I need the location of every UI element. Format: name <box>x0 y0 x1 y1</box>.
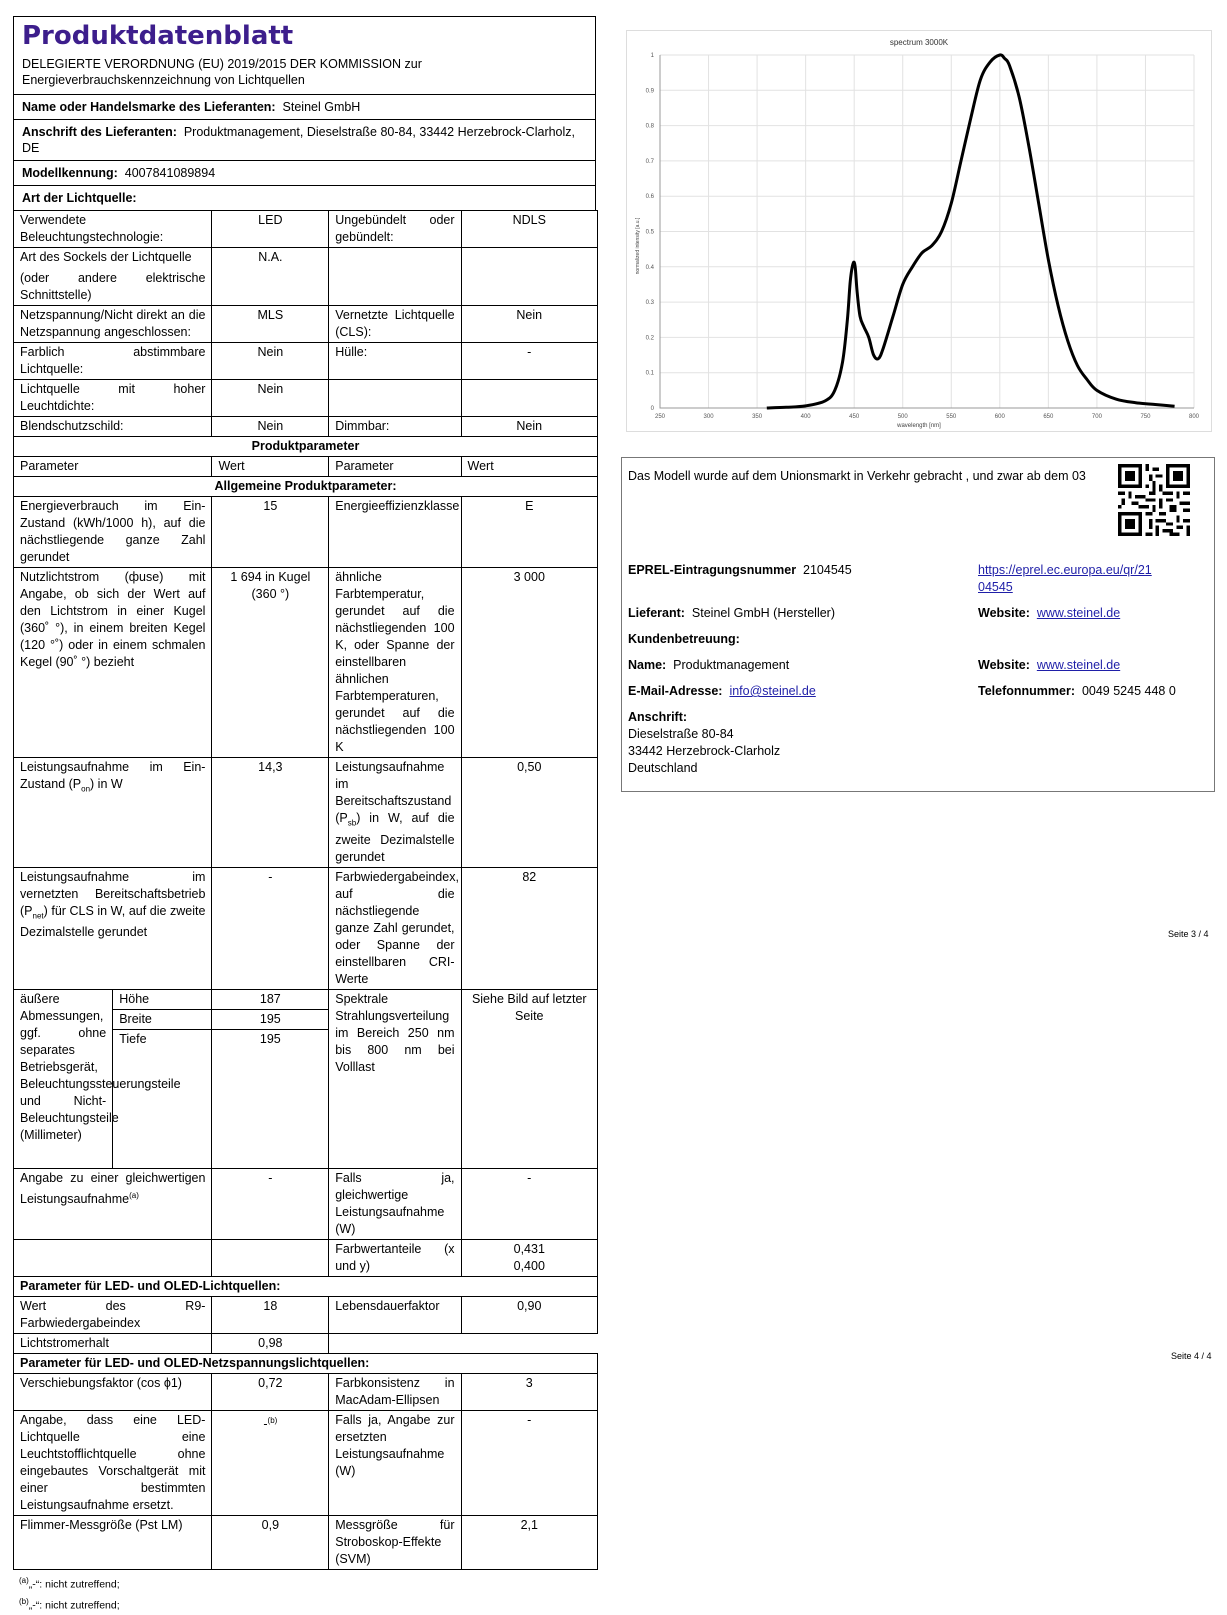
table-row <box>14 1515 598 1569</box>
flux-label: Nutzlichtstrom (фuse) mit Angabe, ob sich der Wert auf den Lichtstrom in einer Kugel (360˚ °), in einem breiten Kegel (120 °˚) oder in einem schmalen Kegel (90˚ °) bezieht <box>14 568 212 758</box>
contact-name-row <box>628 657 789 674</box>
depth-value: 195 <box>212 1029 329 1168</box>
eec-value: E <box>461 497 597 568</box>
service-label: Kundenbetreuung: <box>628 632 740 646</box>
x-tick-label: 650 <box>1043 414 1054 420</box>
phone-row <box>978 683 1176 700</box>
replacement2-label: Falls ja, Angabe zur ersetzten Leistungsaufnahme (W) <box>329 1410 461 1515</box>
flicker-value: 0,9 <box>212 1515 329 1569</box>
page-title: Produktdatenblatt <box>22 21 294 51</box>
label-sub: on <box>81 784 91 794</box>
chroma-y: 0,400 <box>513 1258 545 1273</box>
cct-label: ähnliche Farbtemperatur, gerundet auf die nächstliegenden 100 K, oder Spanne der einstellbaren ähnlichen Farbtemperaturen, gerundet auf die nächstliegenden 100 K <box>329 568 461 758</box>
mains-label: Netzspannung/Nicht direkt an die Netzspannung angeschlossen: <box>14 306 212 343</box>
address-line: Dieselstraße 80-84 <box>628 727 734 741</box>
energy-value: 15 <box>212 497 329 568</box>
supplier-value: Steinel GmbH (Hersteller) <box>691 606 835 620</box>
email-row <box>628 683 816 700</box>
survival-label: Lebensdauerfaktor <box>329 1296 461 1333</box>
survival-value: 0,90 <box>461 1296 597 1333</box>
eprel-value: 2104545 <box>803 563 852 577</box>
section-title: Produktparameter <box>14 437 598 457</box>
supplier-label: Lieferant: <box>628 606 685 620</box>
name-value: Produktmanagement <box>673 658 790 672</box>
pon-value: 14,3 <box>212 758 329 868</box>
x-tick-label: 250 <box>654 414 666 420</box>
x-tick-label: 600 <box>994 414 1005 420</box>
label-text: Leistungsaufnahme im vernetzten Bereitschaftsbetrieb (P <box>20 869 206 918</box>
cls-value: Nein <box>461 306 597 343</box>
table-row <box>14 477 598 497</box>
x-axis-label: wavelength [nm] <box>897 423 941 429</box>
x-tick-label: 750 <box>1140 414 1151 420</box>
tech-value: LED <box>212 211 329 248</box>
y-tick-label: 0.5 <box>645 229 654 236</box>
equiv-label <box>14 1168 212 1239</box>
y-tick-label: 0.7 <box>645 158 654 165</box>
replacement-value <box>212 1410 329 1515</box>
address-label: Anschrift: <box>628 710 688 724</box>
table-row <box>14 211 598 248</box>
table-row <box>14 1276 598 1296</box>
table-row <box>14 248 598 306</box>
high-luminance-label: Lichtquelle mit hoher Leuchtdichte: <box>14 380 212 417</box>
light-source-type-label: Art der Lichtquelle: <box>22 191 137 205</box>
label-text: ) in W, auf die zweite Dezimalstelle gerundet <box>335 811 455 864</box>
eprel-link[interactable] <box>978 562 1152 596</box>
footnote-ref: (b) <box>267 1415 278 1425</box>
address-line: Deutschland <box>628 761 698 775</box>
supplier-address-value: Produktmanagement, Dieselstraße 80-84, 33442 Herzebrock-Clarholz, DE <box>22 125 576 155</box>
svm-label: Messgröße für Stroboskop-Effekte (SVM) <box>329 1515 461 1569</box>
table-row <box>14 380 598 417</box>
cct-value: 3 000 <box>461 568 597 758</box>
y-tick-label: 0.9 <box>645 88 654 95</box>
displacement-value: 0,72 <box>212 1373 329 1410</box>
footnote-mark: (b) <box>19 1597 29 1606</box>
anti-glare-label: Blendschutzschild: <box>14 417 212 437</box>
y-axis-label: normalized intensity [a.u.] <box>635 217 641 275</box>
energy-label: Energieverbrauch im Ein-Zustand (kWh/1000 h), auf die nächstliegende ganze Zahl gerundet <box>14 497 212 568</box>
subtitle-line: DELEGIERTE VERORDNUNG (EU) 2019/2015 DER KOMMISSION zur <box>22 57 422 71</box>
y-tick-label: 0.8 <box>645 123 654 130</box>
x-tick-label: 300 <box>703 414 714 420</box>
cri-label: Farbwiedergabeindex, auf die nächstliegende ganze Zahl gerundet, oder Spanne der einstellbaren CRI-Werte <box>329 867 461 989</box>
page-number: Seite 3 / 4 <box>1168 929 1209 939</box>
y-tick-label: 1 <box>650 53 654 59</box>
spectrum-chart <box>626 30 1212 432</box>
pon-label <box>14 758 212 868</box>
y-tick-label: 0.3 <box>645 300 654 307</box>
chart-grid <box>660 55 1194 408</box>
empty-cell <box>329 380 461 417</box>
website2-row <box>978 657 1120 674</box>
model-row <box>14 160 595 185</box>
email-label: E-Mail-Adresse: <box>628 684 723 698</box>
supplier-name-label: Name oder Handelsmarke des Lieferanten: <box>22 100 276 114</box>
depth-label: Tiefe <box>113 1029 212 1168</box>
consistency-label: Farbkonsistenz in MacAdam-Ellipsen <box>329 1373 461 1410</box>
table-row <box>14 1410 598 1515</box>
tunable-value: Nein <box>212 343 329 380</box>
envelope-label: Hülle: <box>329 343 461 380</box>
tech-label: Verwendete Beleuchtungstechnologie: <box>14 211 212 248</box>
replacement2-value: - <box>461 1410 597 1515</box>
customer-service-label <box>628 631 740 648</box>
column-header: Parameter <box>329 457 461 477</box>
y-tick-label: 0.1 <box>645 370 654 377</box>
maintenance-label: Lichtstromerhalt <box>14 1333 212 1353</box>
y-tick-label: 0.2 <box>645 335 654 342</box>
footnote-ref: (a) <box>129 1190 139 1200</box>
eec-label: Energieeffizienzklasse <box>329 497 461 568</box>
footnote-a <box>19 1572 596 1594</box>
supplier-name-row <box>14 94 595 119</box>
sheet-header <box>13 16 596 210</box>
directional-value: NDLS <box>461 211 597 248</box>
eprel-row <box>628 562 852 579</box>
cap-label-cell <box>14 248 212 306</box>
email-link[interactable]: info@steinel.de <box>729 684 816 698</box>
column-header: Parameter <box>14 457 212 477</box>
psb-label <box>329 758 461 868</box>
table-row <box>14 1239 598 1276</box>
footnote-mark: (a) <box>19 1575 29 1585</box>
chroma-label: Farbwertanteile (x und y) <box>329 1239 461 1276</box>
table-row <box>14 1168 598 1239</box>
x-tick-label: 500 <box>897 414 908 420</box>
footnotes <box>13 1572 596 1615</box>
label-text: Leistungsaufnahme im Ein-Zustand (P <box>20 760 206 791</box>
phone-value: 0049 5245 448 0 <box>1081 684 1176 698</box>
table-row <box>14 1333 598 1353</box>
chart-title: spectrum 3000K <box>889 38 949 47</box>
label-text: Leistungsaufnahme im Bereitschaftszustand (P <box>335 760 452 825</box>
displacement-label: Verschiebungsfaktor (cos ϕ1) <box>14 1373 212 1410</box>
model-value: 4007841089894 <box>124 166 216 180</box>
section-title: Parameter für LED- und OLED-Netzspannungslichtquellen: <box>14 1353 598 1373</box>
x-tick-label: 550 <box>946 414 957 420</box>
spd-label: Spektrale Strahlungsverteilung im Bereich 250 nm bis 800 nm bei Volllast <box>329 989 461 1168</box>
height-value: 187 <box>212 989 329 1009</box>
directional-label: Ungebündelt oder gebündelt: <box>329 211 461 248</box>
supplier-info-box <box>621 457 1215 792</box>
pnet-value: - <box>212 867 329 989</box>
x-tick-label: 400 <box>800 414 811 420</box>
section-title: Allgemeine Produktparameter: <box>14 477 598 497</box>
name-label: Name: <box>628 658 667 672</box>
empty-cell <box>212 1239 329 1276</box>
label-text: Angabe zu einer gleichwertigen Leistungsaufnahme <box>20 1170 206 1206</box>
eprel-link-line[interactable]: https://eprel.ec.europa.eu/qr/21 <box>978 563 1152 577</box>
supplier-row <box>628 605 835 622</box>
x-tick-label: 350 <box>752 414 763 420</box>
label-sub: sb <box>347 818 357 828</box>
chroma-value <box>461 1239 597 1276</box>
regulation-subtitle <box>14 54 595 94</box>
label-text: ) in W <box>90 777 123 791</box>
column-header: Wert <box>212 457 329 477</box>
x-tick-label: 450 <box>849 414 860 420</box>
cap-label: Art des Sockels der Lichtquelle <box>20 250 192 264</box>
table-row <box>14 568 598 758</box>
subtitle-line: Energieverbrauchskennzeichnung von Lichtquellen <box>22 73 305 87</box>
equiv-value: - <box>212 1168 329 1239</box>
page-number: Seite 4 / 4 <box>1171 1351 1212 1361</box>
table-row <box>14 1373 598 1410</box>
svm-value: 2,1 <box>461 1515 597 1569</box>
address-line: 33442 Herzebrock-Clarholz <box>628 744 781 758</box>
equiv2-label: Falls ja, gleichwertige Leistungsaufnahme (W) <box>329 1168 461 1239</box>
dimensions-label: äußere Abmessungen, ggf. ohne separates Betriebsgerät, Beleuchtungssteuerungsteile und Nicht-Beleuchtungsteile (Millimeter) <box>14 989 113 1168</box>
qr-code-icon[interactable] <box>1118 464 1190 536</box>
model-label: Modellkennung: <box>22 166 118 180</box>
table-row <box>14 306 598 343</box>
website-label: Website: <box>978 606 1030 620</box>
psb-value: 0,50 <box>461 758 597 868</box>
replacement-label: Angabe, dass eine LED-Lichtquelle eine Leuchtstofflichtquelle ohne eingebautes Vorschaltgerät mit einer bestimmten Leistungsaufnahme ersetzt. <box>14 1410 212 1515</box>
envelope-value: - <box>461 343 597 380</box>
y-tick-label: 0.4 <box>645 264 654 271</box>
section-title: Parameter für LED- und OLED-Lichtquellen: <box>14 1276 598 1296</box>
website-link[interactable]: www.steinel.de <box>1036 606 1121 620</box>
equiv2-value: - <box>461 1168 597 1239</box>
high-luminance-value: Nein <box>212 380 329 417</box>
height-label: Höhe <box>113 989 212 1009</box>
supplier-address-row <box>14 119 595 160</box>
spectrum-chart-svg <box>627 31 1211 431</box>
cap-label-2: (oder andere elektrische Schnittstelle) <box>20 271 206 302</box>
address-block <box>628 709 780 777</box>
table-row <box>14 497 598 568</box>
cls-label: Vernetzte Lichtquelle (CLS): <box>329 306 461 343</box>
footnote-b <box>19 1593 596 1615</box>
empty-cell <box>14 1239 212 1276</box>
x-tick-label: 700 <box>1091 414 1102 420</box>
cri-value: 82 <box>461 867 597 989</box>
eprel-link-line[interactable]: 04545 <box>978 580 1013 594</box>
table-row <box>14 1353 598 1373</box>
dimmable-label: Dimmbar: <box>329 417 461 437</box>
y-tick-label: 0 <box>650 406 654 412</box>
mains-value: MLS <box>212 306 329 343</box>
light-source-type-row <box>14 185 595 210</box>
table-row <box>14 343 598 380</box>
cap-value: N.A. <box>212 248 329 306</box>
empty-cell <box>461 248 597 306</box>
flux-value: 1 694 in Kugel (360 °) <box>212 568 329 758</box>
phone-label: Telefonnummer: <box>978 684 1075 698</box>
empty-cell <box>461 380 597 417</box>
spd-value: Siehe Bild auf letzter Seite <box>461 989 597 1168</box>
supplier-name-value: Steinel GmbH <box>282 100 361 114</box>
dimmable-value: Nein <box>461 417 597 437</box>
column-header: Wert <box>461 457 597 477</box>
consistency-value: 3 <box>461 1373 597 1410</box>
flicker-label: Flimmer-Messgröße (Pst LM) <box>14 1515 212 1569</box>
footnote-text: „-“: nicht zutreffend; <box>28 1578 120 1590</box>
r9-value: 18 <box>212 1296 329 1333</box>
website-row <box>978 605 1120 622</box>
y-tick-label: 0.6 <box>645 194 654 201</box>
width-value: 195 <box>212 1009 329 1029</box>
table-row <box>14 417 598 437</box>
label-text: ) für CLS in W, auf die zweite Dezimalstelle gerundet <box>20 903 206 939</box>
eprel-label: EPREL-Eintragungsnummer <box>628 563 797 577</box>
width-label: Breite <box>113 1009 212 1029</box>
tunable-label: Farblich abstimmbare Lichtquelle: <box>14 343 212 380</box>
table-row <box>14 867 598 989</box>
label-sub: net <box>32 911 44 920</box>
table-row <box>14 758 598 868</box>
anti-glare-value: Nein <box>212 417 329 437</box>
website2-link[interactable]: www.steinel.de <box>1036 658 1121 672</box>
chroma-x: 0,431 <box>513 1241 545 1256</box>
table-row <box>14 1296 598 1333</box>
website2-label: Website: <box>978 658 1030 672</box>
footnote-text: „-“: nicht zutreffend; <box>28 1599 120 1612</box>
empty-cell <box>329 248 461 306</box>
supplier-address-label: Anschrift des Lieferanten: <box>22 125 177 139</box>
table-header-row <box>14 457 598 477</box>
r9-label: Wert des R9-Farbwiedergabeindex <box>14 1296 212 1333</box>
table-row <box>14 437 598 457</box>
pnet-label <box>14 867 212 989</box>
table-row <box>14 989 598 1009</box>
x-tick-label: 800 <box>1188 414 1200 420</box>
market-text: Das Modell wurde auf dem Unionsmarkt in Verkehr gebracht , und zwar ab dem 03 <box>628 469 1086 483</box>
product-data-sheet <box>13 16 596 1615</box>
parameter-table <box>13 210 598 1570</box>
chart-ticks <box>646 53 1200 420</box>
empty-cell <box>329 1333 598 1353</box>
value-text: - <box>263 1416 268 1431</box>
maintenance-value: 0,98 <box>212 1333 329 1353</box>
